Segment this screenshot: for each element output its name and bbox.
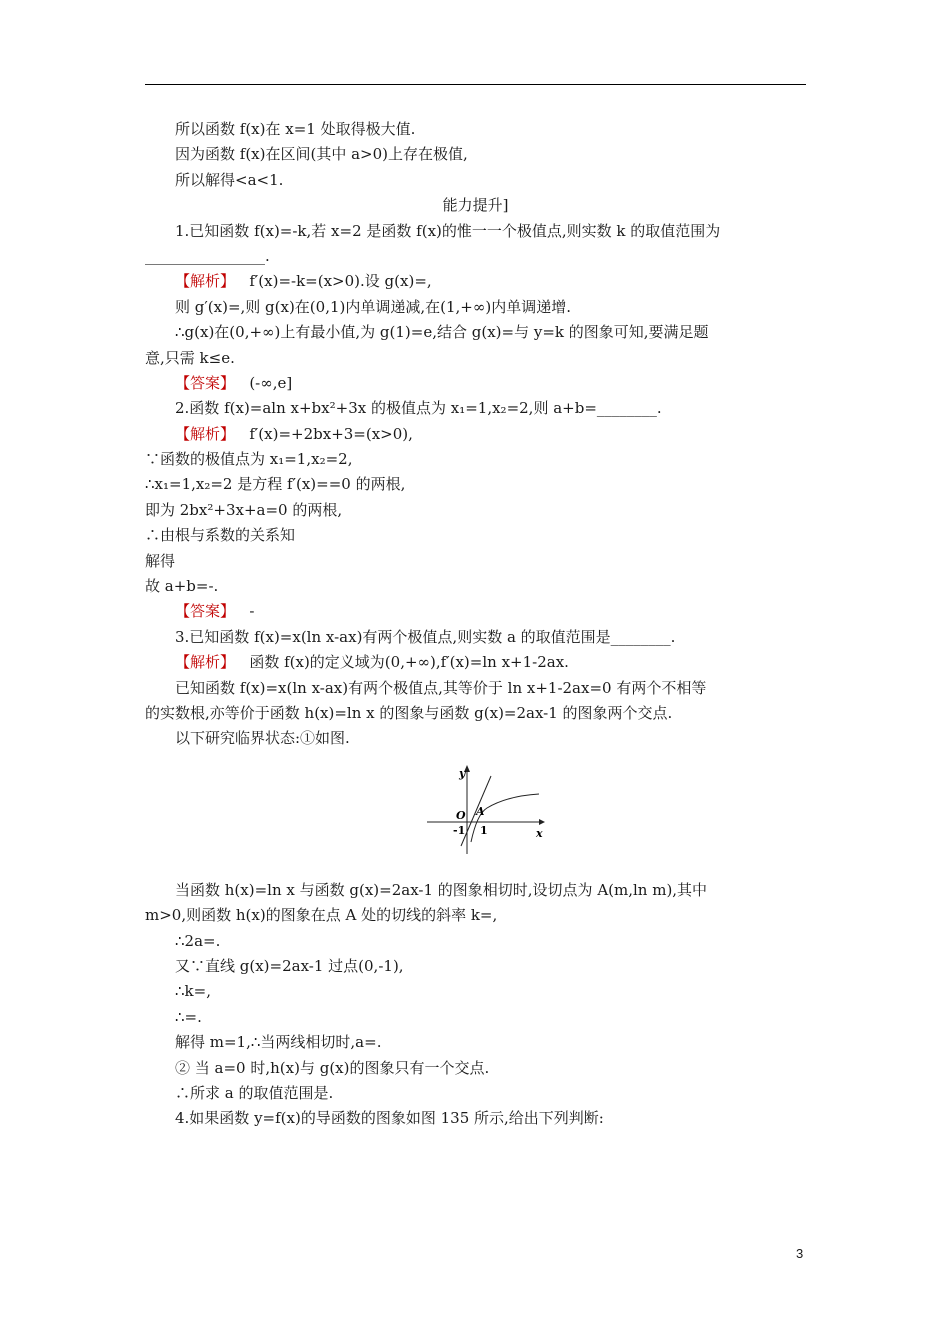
analysis-tag: 【解析】: [175, 272, 236, 291]
text-line: ∴2a=.: [175, 931, 221, 950]
answer-line: [145, 371, 806, 396]
page-number: 3: [796, 1246, 804, 1261]
text-span: f′(x)=-k=(x>0).设 g(x)=,: [249, 272, 432, 291]
header-rule: [145, 84, 806, 85]
text-line: ∴由根与系数的关系知: [145, 526, 296, 545]
analysis-tag: 【解析】: [175, 424, 236, 443]
text-span: -: [249, 602, 255, 621]
text-line: ∴所求 a 的取值范围是.: [175, 1083, 334, 1102]
problem-1-stem: 1.已知函数 f(x)=-k,若 x=2 是函数 f(x)的惟一一个极值点,则实数 k 的取值范围为: [175, 221, 721, 240]
section-heading: 能力提升]: [442, 196, 509, 215]
text-line: ② 当 a=0 时,h(x)与 g(x)的图象只有一个交点.: [175, 1058, 490, 1077]
solution-line: [145, 650, 806, 675]
answer-tag: 【答案】: [175, 373, 236, 392]
text-span: (-∞,e]: [249, 373, 293, 392]
answer-line: [145, 599, 806, 624]
text-line: ∵函数的极值点为 x₁=1,x₂=2,: [145, 450, 353, 469]
text-line: 即为 2bx²+3x+a=0 的两根,: [145, 500, 343, 519]
text-line: ∴k=,: [175, 982, 211, 1001]
text-line: 又∵直线 g(x)=2ax-1 过点(0,-1),: [175, 956, 404, 975]
analysis-tag: 【解析】: [175, 653, 236, 672]
origin-label: O: [456, 808, 466, 822]
text-line: 以下研究临界状态:①如图.: [175, 729, 350, 748]
text-span: f′(x)=+2bx+3=(x>0),: [249, 424, 413, 443]
text-line: ∴x₁=1,x₂=2 是方程 f′(x)==0 的两根,: [145, 475, 406, 494]
point-a-label: A: [476, 804, 485, 818]
solution-line: [145, 269, 806, 294]
text-line: 所以函数 f(x)在 x=1 处取得极大值.: [175, 120, 416, 138]
text-line: m>0,则函数 h(x)的图象在点 A 处的切线的斜率 k=,: [145, 906, 498, 925]
text-line: 已知函数 f(x)=x(ln x-ax)有两个极值点,其等价于 ln x+1-2ax=0 有两个不相等: [175, 678, 707, 697]
text-line: 解得: [145, 551, 176, 570]
problem-2-stem: 2.函数 f(x)=aln x+bx²+3x 的极值点为 x₁=1,x₂=2,则 a+b=________.: [175, 399, 662, 418]
text-line: 则 g′(x)=,则 g(x)在(0,1)内单调递减,在(1,+∞)内单调递增.: [175, 297, 571, 316]
text-line: ∴g(x)在(0,+∞)上有最小值,为 g(1)=e,结合 g(x)=与 y=k 的图象可知,要满足题: [175, 323, 709, 342]
text-line: 的实数根,亦等价于函数 h(x)=ln x 的图象与函数 g(x)=2ax-1 的图象两个交点.: [145, 703, 673, 722]
text-line: 故 a+b=-.: [145, 577, 219, 596]
graph-figure: [145, 764, 806, 878]
text-line: 所以解得<a<1.: [175, 170, 284, 189]
answer-blank: ________________.: [145, 246, 270, 265]
answer-tag: 【答案】: [175, 602, 236, 621]
solution-line: [145, 422, 806, 447]
text-line: 因为函数 f(x)在区间(其中 a>0)上存在极值,: [175, 145, 468, 164]
x-axis-label: x: [536, 826, 543, 840]
y-axis-label: y: [459, 766, 466, 780]
x-axis-arrow-icon: [539, 819, 545, 825]
text-line: 意,只需 k≤e.: [145, 348, 235, 367]
text-line: ∴=.: [175, 1007, 202, 1026]
text-span: 函数 f(x)的定义域为(0,+∞),f′(x)=ln x+1-2ax.: [249, 653, 569, 672]
text-line: 解得 m=1,∴当两线相切时,a=.: [175, 1033, 382, 1052]
problem-4-stem: 4.如果函数 y=f(x)的导函数的图象如图 135 所示,给出下列判断:: [175, 1109, 604, 1128]
tick-label-neg-one: -1: [453, 823, 466, 837]
tick-label-one: 1: [480, 823, 488, 837]
graph-svg: [427, 764, 547, 854]
document-body: [145, 117, 806, 1132]
problem-3-stem: 3.已知函数 f(x)=x(ln x-ax)有两个极值点,则实数 a 的取值范围是________.: [175, 627, 676, 646]
text-line: 当函数 h(x)=ln x 与函数 g(x)=2ax-1 的图象相切时,设切点为 A(m,ln m),其中: [175, 880, 708, 899]
